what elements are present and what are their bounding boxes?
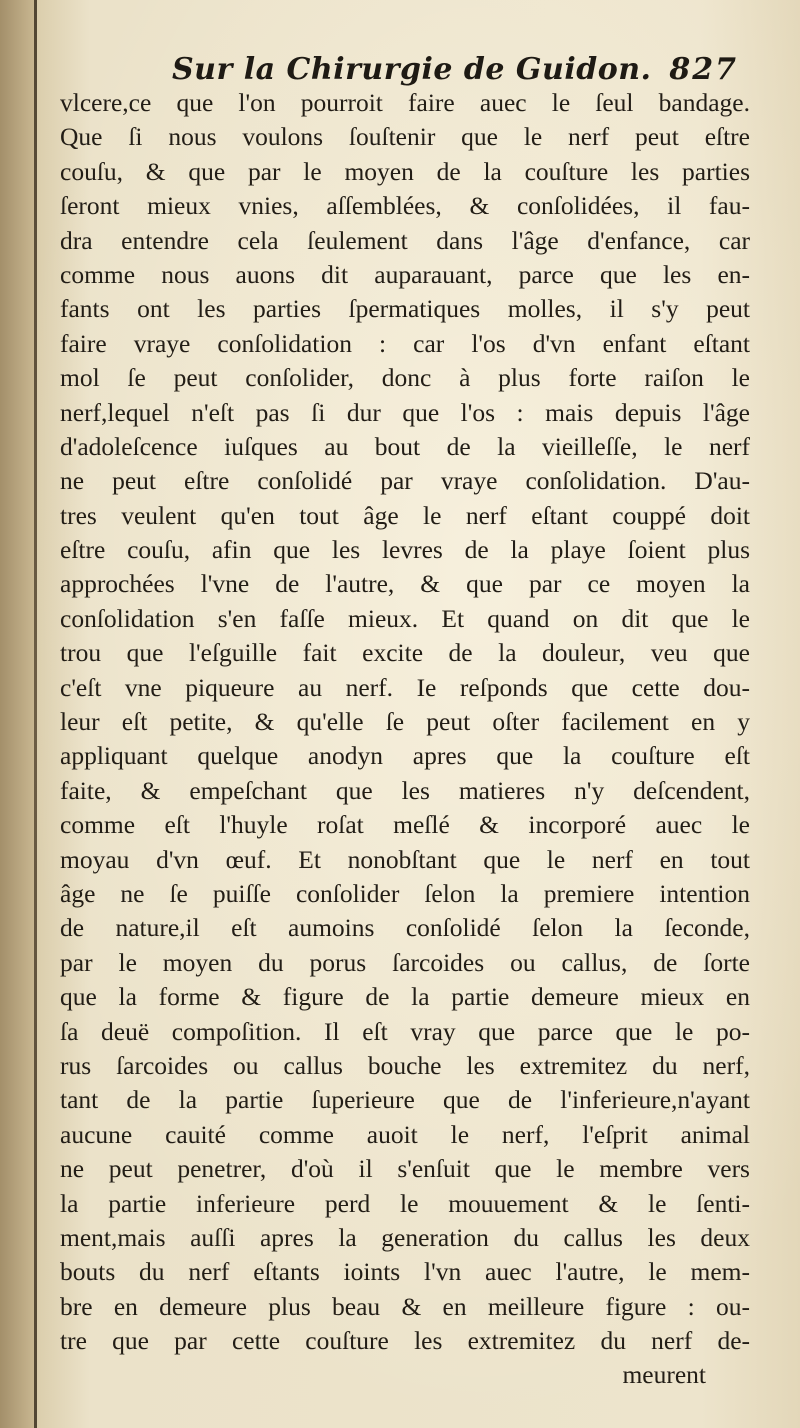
text-line: fants ont les parties ſpermatiques molles, il s'y peut (60, 294, 750, 324)
page-number: 827 (669, 52, 738, 87)
text-line: faite, & empeſchant que les matieres n'y deſcendent, (60, 775, 750, 805)
text-line: appliquant quelque anodyn apres que la couſture eſt (60, 741, 750, 771)
text-line: eſtre couſu, afin que les levres de la playe ſoient plus (60, 535, 750, 565)
text-line: ne peut penetrer, d'où il s'enſuit que le membre vers (60, 1154, 750, 1184)
text-line: moyau d'vn œuf. Et nonobſtant que le nerf en tout (60, 844, 750, 874)
text-line: ſeront mieux vnies, aſſemblées, & conſolidées, il fau- (60, 191, 750, 221)
text-line: c'eſt vne piqueure au nerf. Ie reſponds que cette dou- (60, 672, 750, 702)
text-line: bouts du nerf eſtants ioints l'vn auec l'autre, le mem- (60, 1257, 750, 1287)
text-line: aucune cauité comme auoit le nerf, l'eſprit animal (60, 1119, 750, 1149)
catchword-line: meurent (622, 1360, 706, 1390)
text-line: par le moyen du porus ſarcoides ou callus, de ſorte (60, 947, 750, 977)
text-line: dra entendre cela ſeulement dans l'âge d'enfance, car (60, 225, 750, 255)
text-line: ment,mais auſſi apres la generation du callus les deux (60, 1222, 750, 1252)
text-line: comme nous auons dit auparauant, parce que les en- (60, 259, 750, 289)
text-line: âge ne ſe puiſſe conſolider ſelon la premiere intention (60, 878, 750, 908)
text-line: rus ſarcoides ou callus bouche les extremitez du nerf, (60, 1050, 750, 1080)
text-line: ne peut eſtre conſolidé par vraye conſolidation. D'au- (60, 466, 750, 496)
text-line: leur eſt petite, & qu'elle ſe peut oſter facilement en y (60, 707, 750, 737)
text-line: approchées l'vne de l'autre, & que par ce moyen la (60, 569, 750, 599)
text-line: comme eſt l'huyle roſat meſlé & incorporé auec le (60, 810, 750, 840)
text-line: faire vraye conſolidation : car l'os d'vn enfant eſtant (60, 328, 750, 358)
running-title: Sur la Chirurgie de Guidon. (172, 52, 652, 87)
text-line: de nature,il eſt aumoins conſolidé ſelon la ſeconde, (60, 913, 750, 943)
text-line: Que ſi nous voulons ſouſtenir que le nerf peut eſtre (60, 122, 750, 152)
text-line: trou que l'eſguille fait excite de la douleur, veu que (60, 638, 750, 668)
text-line: d'adoleſcence iuſques au bout de la vieilleſſe, le nerf (60, 431, 750, 461)
text-line: tres veulent qu'en tout âge le nerf eſtant couppé doit (60, 500, 750, 530)
binding-gutter (0, 0, 34, 1428)
text-line: la partie inferieure perd le mouuement & le ſenti- (60, 1188, 750, 1218)
binding-edge (34, 0, 37, 1428)
text-line: ſa deuë compoſition. Il eſt vray que parce que le po- (60, 1016, 750, 1046)
text-line: vlcere,ce que l'on pourroit faire auec le ſeul bandage. (60, 88, 750, 117)
text-line: conſolidation s'en faſſe mieux. Et quand on dit que le (60, 603, 750, 633)
text-line: mol ſe peut conſolider, donc à plus forte raiſon le (60, 363, 750, 393)
text-line: tant de la partie ſuperieure que de l'inferieure,n'ayant (60, 1085, 750, 1115)
body-text (60, 86, 750, 1393)
text-line: couſu, & que par le moyen de la couſture les parties (60, 156, 750, 186)
text-line: tre que par cette couſture les extremitez du nerf de- (60, 1326, 750, 1356)
text-line: que la forme & figure de la partie demeure mieux en (60, 982, 750, 1012)
text-line: nerf,lequel n'eſt pas ſi dur que l'os : mais depuis l'âge (60, 397, 750, 427)
text-line: bre en demeure plus beau & en meilleure figure : ou- (60, 1291, 750, 1321)
